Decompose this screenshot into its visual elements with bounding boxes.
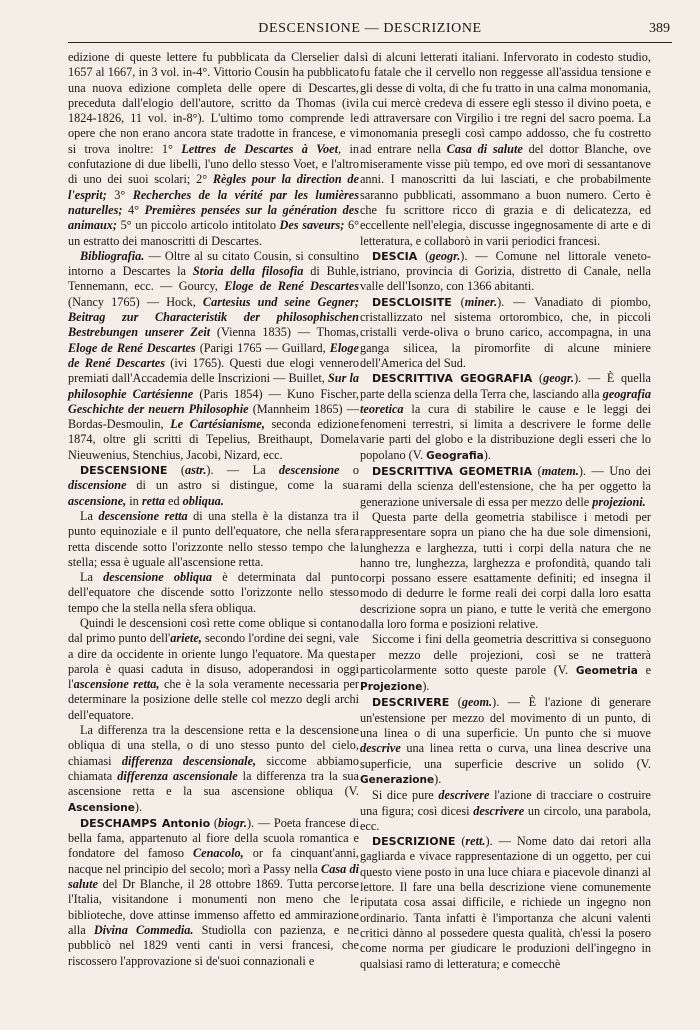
- paragraph: [360, 632, 651, 695]
- text-run: ). — Poeta francese di bella fama, appartenuto al fiore della scuola romantica e fondatore del famoso: [68, 815, 359, 861]
- text-run: La: [80, 570, 104, 585]
- emphasis-text: descrivere: [438, 788, 490, 803]
- emphasis-text: Règles pour la direction de l'esprit;: [68, 172, 359, 202]
- emphasis-text: projezioni.: [592, 494, 646, 509]
- text-run: (: [167, 463, 185, 478]
- emphasis-text: Divina Commedia.: [93, 922, 194, 937]
- text-run: è determinata dal punto dell'equatore che discende sotto l'orizzonte nello stesso tempo che la stella nella sfera obliqua.: [68, 570, 360, 615]
- emphasis-text: retta: [141, 493, 165, 508]
- text-run: in: [126, 493, 142, 508]
- emphasis-text: Recherches de la vérité par les lumières naturelles;: [68, 187, 359, 217]
- emphasis-text: descrive: [360, 741, 401, 756]
- emphasis-text: geogr.: [429, 248, 461, 263]
- dictionary-entry: [360, 295, 651, 371]
- emphasis-text: Casa di salute: [68, 861, 359, 892]
- entry-headword: DESCRITTIVA GEOMETRIA: [372, 465, 533, 479]
- entry-headword: DESCRIZIONE: [372, 835, 456, 849]
- entry-headword: DESCIA: [372, 249, 418, 263]
- paragraph: [68, 249, 359, 463]
- text-run: di Buhle, Tennemann, ecc. — Gourcy,: [68, 264, 359, 294]
- text-run: or fa cinquant'anni, nacque nel principio del secolo; morì a Passy nella: [68, 846, 359, 876]
- entry-headword: DESCENSIONE: [80, 464, 168, 478]
- emphasis-text: Le Cartésianisme,: [170, 417, 265, 432]
- text-run: La: [80, 508, 99, 523]
- entry-headword: DESCLOISITE: [372, 295, 452, 309]
- text-run: ).: [422, 679, 430, 694]
- text-run: (: [532, 464, 542, 479]
- emphasis-text: Storia della filosofia: [192, 264, 304, 279]
- emphasis-text: Eloge de René Descartes: [68, 340, 359, 370]
- text-run: la differenza tra la sua ascensione retta e la sua ascensione obliqua (V.: [68, 768, 359, 799]
- text-run: l'azione di tracciare o costruire una figura; così dicesi: [360, 788, 651, 818]
- continued-paragraph: [68, 50, 359, 249]
- text-run: ).: [434, 771, 442, 786]
- text-run: ).: [134, 799, 143, 814]
- emphasis-text: Sur la philosophie Cartésienne: [68, 371, 359, 401]
- text-run: ). — È l'azione di generare un'estensione per mezzo del movimento di un punto, di una linea o di una superficie. Un punto che si muove: [360, 695, 651, 741]
- paragraph: [360, 788, 651, 834]
- emphasis-text: ascensione retta,: [73, 677, 160, 692]
- text-run: (: [451, 294, 465, 309]
- text-run: (ivi 1765). Questi due elogi vennero premiati dall'Accademia delle Inscrizioni — Buillet,: [68, 355, 359, 386]
- text-run: ). — Nome dato dai retori alla gagliarda e vivace rappresentazione di un oggetto, per cui questo viene posto in una luce chiara e piacevole dinanzi al lettore. Il fare una bella descrizione viene comunemente riputata cosa assai difficile, e richiede un ingegno non ordinario. Tanta infatti è l'importanza che alcuni valenti critici dànno al possedere questa qualità, ch'essi la posero come norma per giudicare le produzioni dell'ingegno in qualsiasi ramo di letteratura; e comecchè: [360, 834, 651, 971]
- cross-reference: Projezione: [360, 681, 423, 694]
- text-run: (Mannheim 1865) — Bordas-Desmoulin,: [68, 401, 359, 432]
- emphasis-text: Geschichte der neuern Philosophie: [68, 401, 249, 416]
- text-run: , in confutazione di due libelli, l'uno dello stesso Voet, e l'altro di uno dei suoi scolari; 2°: [68, 141, 360, 187]
- paragraph: [68, 616, 359, 723]
- text-run: 4°: [122, 202, 145, 217]
- text-run: ). — È quella parte della scienza della Terra che, lasciando alla: [360, 371, 651, 401]
- text-run: ).: [483, 447, 491, 462]
- text-run: (Nancy 1765) — Hock,: [68, 294, 203, 309]
- page-header: [68, 18, 672, 43]
- text-run: (Paris 1854) — Kuno Fischer,: [193, 386, 359, 401]
- emphasis-text: differenza descensionale,: [121, 753, 257, 768]
- emphasis-text: Bibliografia.: [80, 248, 145, 263]
- emphasis-text: Casa di salute: [446, 141, 523, 156]
- emphasis-text: matem.: [541, 464, 579, 479]
- text-run: e: [637, 662, 652, 677]
- text-run: del dottor Blanche, ove miseramente visse più tempo, ed ove morì di sessantanove anni. I manoscritti da lui lasciati, e che probabilmente saranno pubblicati, assommano a buon numero. Certo è che fu scrittore ricco di grazia e di delicatezza, ed eccellente nell'elegia, discusse ingegnosamente di arte e di letteratura, e collaborò in varii periodici francesi.: [360, 141, 651, 248]
- running-title: DESCENSIONE — DESCRIZIONE: [258, 21, 482, 36]
- emphasis-text: Cenacolo,: [193, 846, 244, 861]
- emphasis-text: geom.: [461, 695, 493, 710]
- left-column: [68, 50, 359, 969]
- text-run: sì di alcuni letterati italiani. Infervorato in codesto studio, fu fatale che il cervello non reggesse all'assidua tensione e gli desse di volta, di che fu tratto in una calma monomania, la cui mercè credeva di essere egli stesso il divino poeta, e di attraversare con Virgilio i tre regni del sacro poema. La monomania presegli così campo addosso, che fu costretto ad entrare nella: [360, 50, 651, 156]
- cross-reference: Geografia: [426, 449, 484, 462]
- entry-headword: DESCHAMPS Antonio: [80, 816, 211, 830]
- text-run: Questa parte della geometria stabilisce i metodi per rappresentare sopra un piano che ha due sole dimensioni, lunghezza e larghezza, tutti i corpi della natura che ne hanno tre, lunghezza, larghezza e profondità, quando tali corpi possano essere esattamente definiti; ed insegna il modo di dedurre le forme reali dei corpi dalla loro esatta descrizione sopra un piano, e tutte le verità che emergono dalla loro forma e posizioni relative.: [360, 509, 651, 631]
- right-column: [360, 50, 651, 972]
- text-run: Si dice pure: [372, 788, 439, 803]
- emphasis-text: Des saveurs;: [279, 218, 345, 233]
- text-run: ). — Comune nel littorale veneto-istriano, provincia di Gorizia, distretto di Canale, nella valle dell'Isonzo, con 1366 abitanti.: [360, 248, 651, 294]
- text-run: edizione di queste lettere fu pubblicata da Clerselier dal 1657 al 1667, in 3 vol. in-4°. Vittorio Cousin ha pubblicato una nuova edizione completa delle opere di Descartes, preceduta dall'elogio dell'autore, scritto da Thomas (ivi 1824-1826, 11 vol. in-8°). L'ultimo tomo comprende le opere che non erano ancora state tradotte in francese, e vi si trova inoltre: 1°: [68, 50, 359, 156]
- text-run: (Vienna 1835) — Thomas,: [210, 325, 359, 340]
- emphasis-text: Beitrag zur Characteristik der philosophischen Bestrebungen unserer Zeit: [68, 310, 359, 340]
- emphasis-text: Eloge de René Descartes: [224, 279, 359, 294]
- text-run: La differenza tra la descensione retta e la descensione obliqua di una stella, o di uno stesso punto del cielo, chiamasi: [68, 723, 359, 768]
- paragraph: [360, 510, 651, 632]
- dictionary-entry: [360, 249, 651, 295]
- emphasis-text: rett.: [465, 834, 486, 849]
- emphasis-text: differenza ascensionale: [117, 768, 238, 783]
- emphasis-text: ariete,: [170, 631, 202, 646]
- text-run: del Dr Blanche, il 28 ottobre 1869. Tutta percorse l'Italia, visitandone i monumenti non meno che le biblioteche, dove attinse immenso affetto ed ammirazione alla: [68, 877, 359, 937]
- text-run: 5° un piccolo articolo intitolato: [117, 218, 280, 233]
- text-run: seconda edizione 1874, oltre gli scritti di Tepelius, Breithaupt, Domela Nieuwenius, Stenchius, Jacobi, Nizard, ecc.: [68, 417, 360, 462]
- paragraph: [68, 723, 359, 816]
- text-run: una linea retta o curva, una linea descrive una superficie, una superficie descrive un solido (V.: [360, 741, 651, 771]
- text-run: di un astro si distingue, come la sua: [126, 478, 359, 493]
- emphasis-text: Eloge de René Descartes: [68, 340, 196, 355]
- dictionary-entry: [68, 463, 359, 509]
- emphasis-text: astr.: [184, 463, 207, 478]
- emphasis-text: Premières pensées sur la génération des animaux;: [68, 202, 359, 233]
- cross-reference: Generazione: [360, 773, 435, 786]
- emphasis-text: geogr.: [543, 371, 575, 386]
- emphasis-text: geografia teoretica: [360, 386, 651, 416]
- paragraph: [68, 570, 359, 616]
- emphasis-text: ascensione,: [68, 493, 127, 508]
- text-run: — Oltre al su citato Cousin, si consultino intorno a Descartes la: [68, 248, 359, 279]
- text-run: (: [455, 834, 466, 849]
- text-run: (: [210, 815, 219, 830]
- emphasis-text: descensione obliqua: [103, 570, 213, 585]
- text-run: la cura di stabilire le cause e le leggi dei fenomeni terrestri, si limita a descrivere le forme delle varie parti del globo e la distribuzione degli esseri che lo popolano (V.: [360, 401, 651, 462]
- emphasis-text: discensione: [68, 478, 127, 493]
- text-run: (Parigi 1765 — Guillard,: [195, 340, 330, 355]
- text-run: 3°: [106, 187, 133, 202]
- text-run: di una stella è la distanza tra il punto equinoziale e il punto dell'equatore, che nella sfera retta discende sotto l'orizzonte nello stesso tempo che la stella; essa è uguale all'ascensione retta.: [68, 508, 359, 569]
- text-run: secondo l'ordine dei segni, vale a dire da occidente in oriente lungo l'equatore. Ma questa parola è quasi caduta in disuso, adoperandosi in oggi l': [68, 631, 359, 692]
- dictionary-entry: [360, 464, 651, 510]
- emphasis-text: biogr.: [218, 815, 247, 830]
- dictionary-entry: [360, 834, 651, 972]
- text-run: Studiolla con pazienza, e ne pubblicò nel 1829 venti canti in versi francesi, che riscossero l'approvazione si de'suoi connazionali e: [68, 922, 359, 968]
- emphasis-text: obliqua.: [182, 493, 224, 508]
- text-run: (: [449, 695, 462, 710]
- continued-paragraph: [360, 50, 651, 249]
- text-run: ed: [164, 493, 183, 508]
- text-run: (: [417, 248, 430, 263]
- text-run: che è la sola veramente necessaria per determinare la posizione delle stelle col mezzo degli archi dell'equatore.: [68, 677, 359, 722]
- emphasis-text: descensione retta: [98, 508, 188, 523]
- emphasis-text: Lettres de Descartes à Voet: [181, 141, 339, 156]
- text-run: siccome abbiamo chiamata: [68, 753, 359, 783]
- text-run: ). — Uno dei rami della scienza dell'estensione, che ha per oggetto la generazione universale di essa per mezzo delle: [360, 464, 651, 509]
- paragraph: [68, 509, 359, 570]
- emphasis-text: descrivere: [473, 803, 525, 818]
- emphasis-text: descensione: [278, 463, 340, 478]
- emphasis-text: Cartesius und seine Gegner;: [202, 294, 359, 309]
- text-run: ). — Vanadiato di piombo, cristallizzato nel sistema ortorombico, che, in piccoli cristalli verde-oliva o bruno carico, accompagna, in una ganga silicea, la piromorfite di alcune miniere dell'America del Sud.: [360, 294, 651, 370]
- text-run: Siccome i fini della geometria descrittiva si conseguono per mezzo delle projezioni, così se ne tratterà particolarmente sotto queste parole (V.: [360, 632, 651, 677]
- dictionary-entry: [68, 816, 359, 969]
- text-run: (: [532, 371, 544, 386]
- emphasis-text: miner.: [464, 294, 498, 309]
- dictionary-entry: [360, 371, 651, 464]
- text-run: 6° un estratto dei manoscritti di Descartes.: [68, 218, 360, 248]
- entry-headword: DESCRITTIVA GEOGRAFIA: [372, 372, 533, 386]
- text-run: Quindi le descensioni così rette come oblique si contano dal primo punto dell': [68, 615, 359, 646]
- text-run: o: [339, 463, 359, 478]
- text-run: un circolo, una parabola, ecc.: [360, 803, 651, 833]
- dictionary-entry: [360, 695, 651, 788]
- text-run: ). — La: [206, 463, 279, 478]
- cross-reference: Geometria: [575, 664, 638, 677]
- cross-reference: Ascensione: [68, 801, 135, 814]
- entry-headword: DESCRIVERE: [372, 696, 450, 710]
- page-number: 389: [649, 21, 670, 36]
